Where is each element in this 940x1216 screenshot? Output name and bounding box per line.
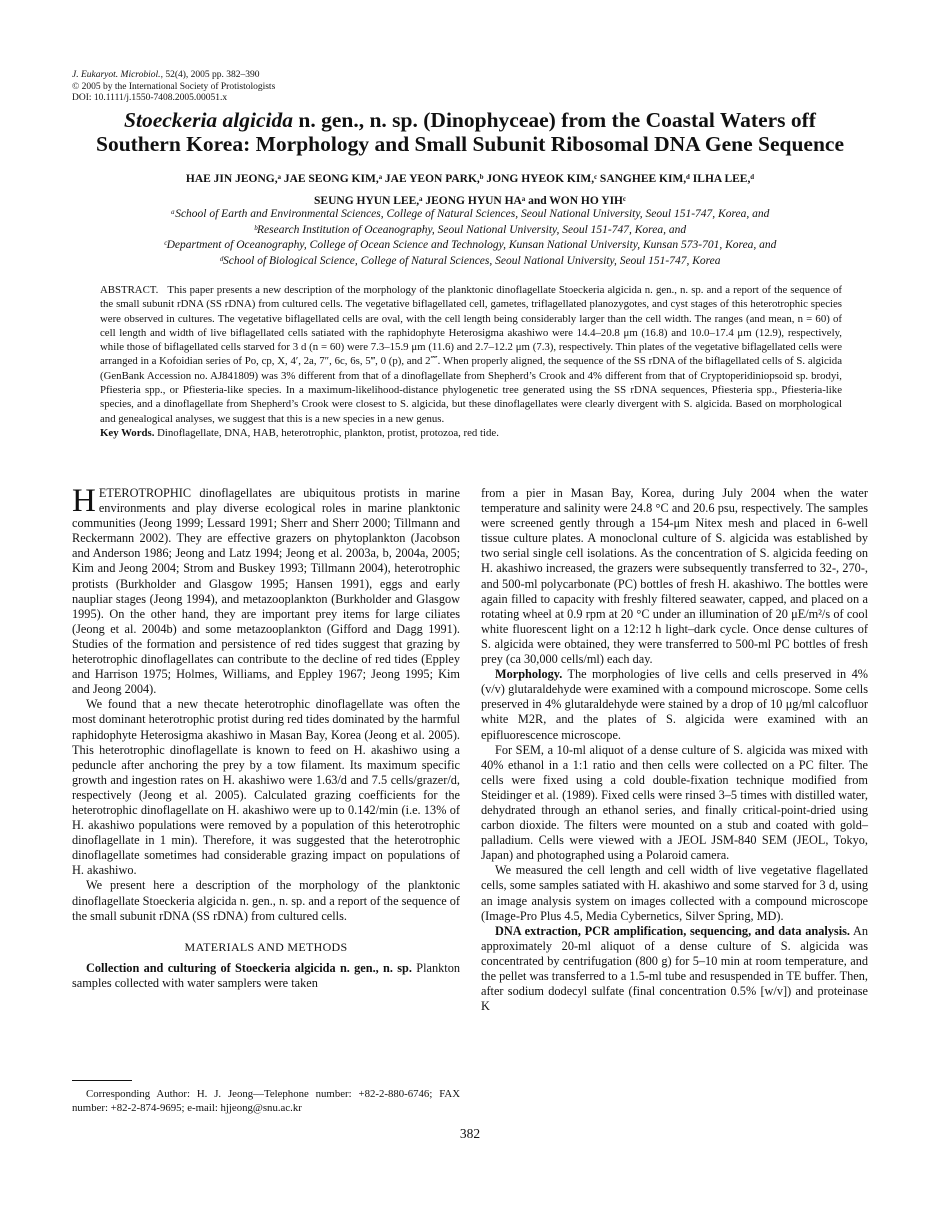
dna-text: An approximately 20-ml aliquot of a dense culture of S. algicida was concentrated by centrifugation (800 g) for 5–10 min at room temperature, and the pellet was transferred to a 1.5-ml tube and resuspended in TE buffer. Then, after sodium dodecyl sulfate (final concentration 0.5% [w/v]) and proteinase K — [481, 923, 868, 1014]
intro-paragraph-2: We found that a new thecate heterotrophic dinoflagellate was often the most dominant heterotrophic protist during red tides dominated by the harmful raphidophyte Heterosigma akashiwo in Masan Bay, Korea (Jeong et al. 2005). This heterotrophic dinoflagellate is known to feed on H. akashiwo using a peduncle after anchoring the prey by a tow filament. Its maximum specific growth and ingestion rates on H. akashiwo were 1.63/d and 7.5 cells/grazer/d, respectively (Jeong et al. 2005). Calculated grazing coefficients for the heterotrophic dinoflagellate on H. akashiwo were up to 0.142/min (i.e. 13% of H. akashiwo populations were removed by a population of this heterotrophic dinoflagellate in 1 min). Therefore, it was suggested that the heterotrophic dinoflagellate sometimes had considerable grazing impact on populations of H. akashiwo. — [72, 697, 460, 878]
dna-subheading: DNA extraction, PCR amplification, sequencing, and data analysis. — [495, 923, 850, 938]
right-column — [481, 486, 868, 1014]
corresponding-author-footnote: Corresponding Author: H. J. Jeong—Telephone number: +82-2-880-6746; FAX number: +82-2-874-9695; e-mail: hjjeong@snu.ac.kr — [72, 1088, 460, 1114]
journal-header — [72, 70, 275, 105]
copyright-line: © 2005 by the International Society of Protistologists — [72, 81, 276, 92]
author-line-2: SEUNG HYUN LEE,ᵃ JEONG HYUN HAᵃ and WON HO YIHᶜ — [314, 195, 626, 207]
title-line2: Southern Korea: Morphology and Small Subunit Ribosomal DNA Gene Sequence — [95, 132, 845, 156]
author-line-1: HAE JIN JEONG,ᵃ JAE SEONG KIM,ᵃ JAE YEON PARK,ᵇ JONG HYEOK KIM,ᶜ SANGHEE KIM,ᵈ ILHA LEE,ᵈ — [185, 173, 755, 185]
measurement-paragraph: We measured the cell length and cell width of live vegetative flagellated cells, some samples satiated with H. akashiwo and some starved for 3 d, using an image analysis system on images collected with a compound microscope (Image-Pro Plus 4.5, Media Cybernetics, Silver Spring, MD). — [481, 863, 868, 923]
intro-paragraph-1: ETEROTROPHIC dinoflagellates are ubiquitous protists in marine environments and play diverse ecological roles in marine planktonic communities (Jeong 1999; Lessard 1991; Sherr and Sherr 2000; Tillmann and Reckermann 2002). They are effective grazers on phytoplankton (Jacobson and Anderson 1986; Jeong and Latz 1994; Jeong et al. 2003a, b, 2004a, 2005; Kim and Jeong 2004; Strom and Buskey 1993; Tillmann 2004), heterotrophic protists (Burkholder and Glasgow 1995; Hansen 1991), eggs and early naupliar stages (Jeong 1994), and metazooplankton (Burkholder and Glasgow 1995). On the other hand, they are important prey items for large ciliates (Jeong et al. 2004b) and some metazooplankton (Gifford and Dagg 1991). Studies of the formation and persistence of red tides suggest that grazing by heterotrophic dinoflagellates can contribute to the decline of red tides (Eppley and Harrison 1975; Holmes, Williams, and Eppley 1967; Jeong 1995; Kim and Jeong 2004). — [72, 486, 460, 697]
affiliation-c: ᶜDepartment of Oceanography, College of Ocean Science and Technology, Kunsan National University, Kunsan 573-701, Korea, and — [163, 239, 777, 251]
drop-cap: H — [72, 483, 96, 519]
page-number: 382 — [459, 1126, 481, 1141]
journal-name: J. Eukaryot. Microbiol. — [72, 70, 161, 80]
culture-paragraph-continued: from a pier in Masan Bay, Korea, during July 2004 when the water temperature and salinity were 24.8 °C and 20.6 psu, respectively. The samples were screened gently through a 154-μm Nitex mesh and placed in 6-well tissue culture plates. A monoclonal culture of S. algicida was established by two serial single cell isolations. As the concentration of S. algicida feeding on H. akashiwo increased, the grazers were subsequently transferred to 32-, 270-, and 500-ml polycarbonate (PC) bottles of fresh H. akashiwo. The bottles were again filled to capacity with freshly filtered seawater, capped, and placed on a rotating wheel at 0.9 rpm at 20 °C under an illumination of 20 μE/m²/s of cool white fluorescent light on a 12:12 h light–dark cycle. Once dense cultures of S. algicida were obtained, they were transferred to 500-ml PC bottles of fresh prey (ca 30,000 cells/ml) each day. — [481, 486, 868, 667]
abstract-text: This paper presents a new description of the morphology of the planktonic dinoflagellate Stoeckeria algicida n. gen., n. sp. and a report of the sequence of the small subunit rDNA (SS rDNA) from cultured cells. The vegetative biflagellated cell, gametes, triflagellated planozygotes, and cyst stages of this heterotrophic species were observed in cultures. The vegetative biflagellated cells are oval, with the cell length being considerably larger than the cell width. The ranges (and mean, n = 60) of cell length and width of live biflagellated cells satiated with the raphidophyte Heterosigma akashiwo were 14.4–20.8 μm (16.8) and 10.0–17.4 μm (12.9), respectively, while those of biflagellated cells starved for 3 d (n = 60) were 7.3–15.9 μm (11.6) and 2.7–12.2 μm (7.3), respectively. Thin plates of the vegetative biflagellated cells were arranged in a Kofoidian series of Po, cp, X, 4′, 2a, 7″, 6c, 6s, 5‴, 0 (p), and 2⁗. When properly aligned, the sequence of the SS rDNA of the biflagellated cells of S. algicida (GenBank Accession no. AJ841809) was 3% different from that of a dinoflagellate from Shepherd’s Crook and 4% different from that of Cryptoperidiniopsoid sp. brodyi, Pfiesteria spp., or Pfiesteria-like species. In a maximum-likelihood-distance phylogenetic tree generated using the SS rDNA sequences, Pfiesteria spp., Pfiesteria-like species, and a dinoflagellate from Shepherd’s Crook were closest to S. algicida, but these dinoflagellates were clearly divergent with S. algicida. Based on morphological and genealogical analyses, we suggest that this is a new species in a new genus. — [100, 284, 842, 425]
abstract-label: ABSTRACT. — [100, 284, 159, 296]
sem-paragraph: For SEM, a 10-ml aliquot of a dense culture of S. algicida was mixed with 40% ethanol in a 1:1 ratio and then cells were collected on a PC filter. The cells were fixed using a cold double-fixation technique modified from Steidinger et al. (1989). Fixed cells were rinsed 3–5 times with distilled water, dehydrated through an ethanol series, and finally critical-point-dried using carbon dioxide. The filters were mounted on a stub and coated with gold–palladium. Cells were viewed with a JEOL JSM-840 SEM (JEOL, Tokyo, Japan) and photographed using a Polaroid camera. — [481, 742, 868, 863]
title-species: Stoeckeria algicida — [124, 108, 294, 132]
methods-heading: MATERIALS AND METHODS — [184, 939, 348, 954]
journal-volume: , 52(4), 2005 pp. 382–390 — [160, 70, 260, 80]
title-line1-rest: n. gen., n. sp. (Dinophyceae) from the Coastal Waters off — [293, 108, 816, 132]
abstract — [100, 283, 842, 440]
paper-title — [40, 108, 900, 156]
affiliation-b: ᵇResearch Institution of Oceanography, Seoul National University, Seoul 151-747, Korea, and — [253, 223, 687, 236]
footnote-rule — [72, 1080, 132, 1081]
morphology-text: The morphologies of live cells and cells preserved in 4% (v/v) glutaraldehyde were examined with a compound microscope. Some cells preserved in 4% glutaraldehyde were stained by a drop of 10 μg/ml calcofluor white M2R, and the plates of S. algicida were examined with an epifluorescence microscope. — [481, 667, 868, 742]
morphology-subheading: Morphology. — [495, 667, 563, 682]
affiliation-d: ᵈSchool of Biological Science, College of Natural Sciences, Seoul National University, Seoul 151-747, Korea — [219, 254, 721, 267]
intro-paragraph-3: We present here a description of the morphology of the planktonic dinoflagellate Stoeckeria algicida n. gen., n. sp. and a report of the sequence of the small subunit rDNA (SS rDNA) from cultured cells. — [72, 878, 460, 923]
affiliation-a: ᵃSchool of Earth and Environmental Sciences, College of Natural Sciences, Seoul National University, Seoul 151-747, Korea, and — [170, 208, 770, 220]
keywords-text: Dinoflagellate, DNA, HAB, heterotrophic, plankton, protist, protozoa, red tide. — [157, 426, 499, 439]
affiliations — [60, 207, 880, 269]
culture-text: Plankton samples collected with water samplers were taken — [72, 960, 461, 990]
culture-subheading: Collection and culturing of Stoeckeria algicida n. gen., n. sp. — [86, 960, 412, 975]
keywords-label: Key Words. — [100, 426, 155, 439]
doi-line: DOI: 10.1111/j.1550-7408.2005.00051.x — [72, 93, 228, 103]
author-list — [60, 168, 880, 212]
left-column — [72, 483, 461, 991]
